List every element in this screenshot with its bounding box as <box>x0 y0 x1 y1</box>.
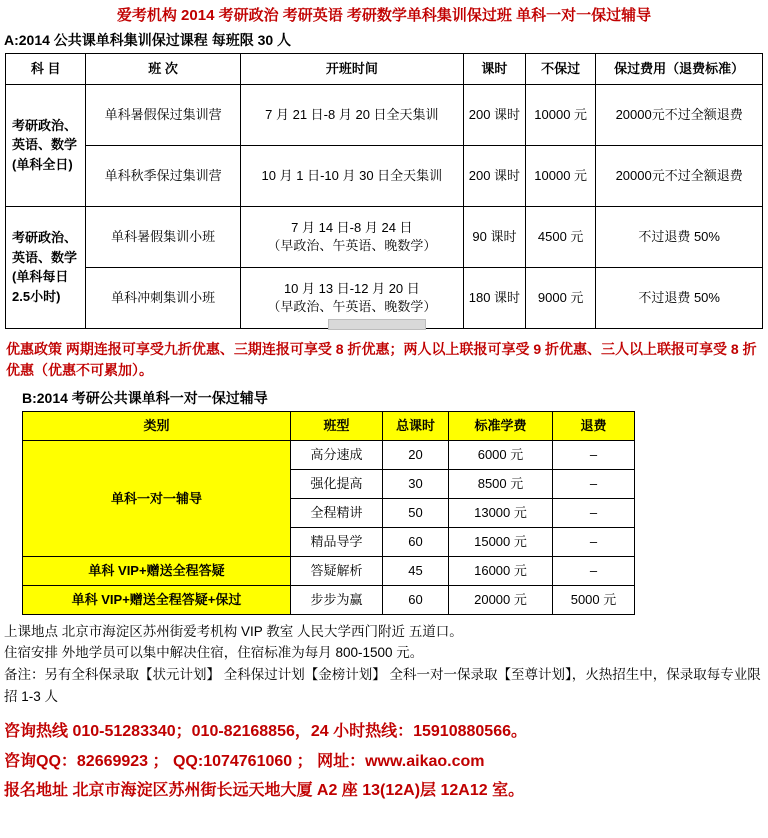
table-a-col-class: 班 次 <box>86 53 241 84</box>
table-a-fee-2: 20000元不过全额退费 <box>596 145 763 206</box>
table-a-col-hours: 课时 <box>463 53 525 84</box>
table-b-hours-1: 20 <box>383 440 449 469</box>
notes-block <box>0 615 768 709</box>
page-title: 爱考机构 2014 考研政治 考研英语 考研数学单科集训保过班 单科一对一保过辅导 <box>116 7 652 24</box>
table-b-hours-6: 60 <box>383 585 449 614</box>
note-accommodation: 住宿安排 外地学员可以集中解决住宿，住宿标准为每月 800-1500 元。 <box>4 645 424 661</box>
table-b-category-1: 单科一对一辅导 <box>23 440 291 556</box>
table-a-col-fee: 保过费用（退费标准） <box>596 53 763 84</box>
table-b-category-2: 单科 VIP+赠送全程答疑 <box>23 556 291 585</box>
table-a-hours-1: 200 课时 <box>463 84 525 145</box>
contact-hotline: 咨询热线 010-51283340；010-82168856，24 小时热线：15910880566。 <box>4 723 527 741</box>
table-a-time-3: 7 月 14 日-8 月 24 日 （早政治、午英语、晚数学） <box>240 206 463 267</box>
table-row <box>6 206 763 267</box>
table-b-col-hours: 总课时 <box>383 411 449 440</box>
table-a-class-4: 单科冲刺集训小班 <box>86 267 241 328</box>
section-a-label: A:2014 公共课单科集训保过课程 每班限 30 人 <box>4 31 292 48</box>
table-a-header-row <box>6 53 763 84</box>
table-b-refund-3: – <box>553 498 635 527</box>
table-b-hours-5: 45 <box>383 556 449 585</box>
table-b-fee-2: 8500 元 <box>449 469 553 498</box>
table-a-class-2: 单科秋季保过集训营 <box>86 145 241 206</box>
table-a-fee-4: 不过退费 50% <box>596 267 763 328</box>
table-b-fee-6: 20000 元 <box>449 585 553 614</box>
table-b-type-3: 全程精讲 <box>291 498 383 527</box>
table-b-col-fee: 标准学费 <box>449 411 553 440</box>
note-remark: 备注：另有全科保录取【状元计划】 全科保过计划【金榜计划】 全科一对一保录取【至尊计划】，火热招生中，保录取每专业限招 1-3 人 <box>4 667 761 704</box>
table-a-category-1: 考研政治、英语、数学 (单科全日) <box>6 84 86 206</box>
table-b-refund-5: – <box>553 556 635 585</box>
table-a-time-1: 7 月 21 日-8 月 20 日全天集训 <box>240 84 463 145</box>
table-b-refund-1: – <box>553 440 635 469</box>
table-a-time-4: 10 月 13 日-12 月 20 日 （早政治、午英语、晚数学） <box>240 267 463 328</box>
table-b-type-6: 步步为赢 <box>291 585 383 614</box>
table-a-hours-3: 90 课时 <box>463 206 525 267</box>
table-b-fee-5: 16000 元 <box>449 556 553 585</box>
table-b-header-row <box>23 411 635 440</box>
note-location: 上课地点 北京市海淀区苏州街爱考机构 VIP 教室 人民大学西门附近 五道口。 <box>4 623 463 639</box>
course-table-a <box>5 53 763 329</box>
table-a-nopass-2: 10000 元 <box>526 145 596 206</box>
table-a-nopass-1: 10000 元 <box>526 84 596 145</box>
table-b-fee-4: 15000 元 <box>449 527 553 556</box>
table-row <box>23 585 635 614</box>
table-a-col-time: 开班时间 <box>240 53 463 84</box>
table-a-hours-2: 200 课时 <box>463 145 525 206</box>
table-b-type-1: 高分速成 <box>291 440 383 469</box>
table-a-fee-1: 20000元不过全额退费 <box>596 84 763 145</box>
table-b-hours-4: 60 <box>383 527 449 556</box>
table-row <box>23 440 635 469</box>
table-a-fee-3: 不过退费 50% <box>596 206 763 267</box>
table-b-col-category: 类别 <box>23 411 291 440</box>
table-b-category-3: 单科 VIP+赠送全程答疑+保过 <box>23 585 291 614</box>
table-b-fee-3: 13000 元 <box>449 498 553 527</box>
table-b-refund-2: – <box>553 469 635 498</box>
page-separator-mark <box>328 319 426 330</box>
course-table-b <box>22 411 635 615</box>
table-row <box>6 84 763 145</box>
table-b-col-type: 班型 <box>291 411 383 440</box>
table-a-category-2: 考研政治、英语、数学(单科每日 2.5小时) <box>6 206 86 328</box>
table-a-class-3: 单科暑假集训小班 <box>86 206 241 267</box>
table-b-refund-6: 5000 元 <box>553 585 635 614</box>
contact-qq: 咨询QQ：82669923 ； QQ:1074761060 ； 网址：www.aikao.com <box>4 752 485 770</box>
section-b-label: B:2014 考研公共课单科一对一保过辅导 <box>22 389 268 406</box>
table-b-refund-4: – <box>553 527 635 556</box>
table-row <box>6 145 763 206</box>
table-b-col-refund: 退费 <box>553 411 635 440</box>
table-b-type-5: 答疑解析 <box>291 556 383 585</box>
table-a-col-nopass: 不保过 <box>526 53 596 84</box>
table-b-hours-2: 30 <box>383 469 449 498</box>
contact-address: 报名地址 北京市海淀区苏州街长远天地大厦 A2 座 13(12A)层 12A12 室。 <box>4 782 525 800</box>
table-b-hours-3: 50 <box>383 498 449 527</box>
contact-block <box>0 709 768 808</box>
table-b-type-4: 精品导学 <box>291 527 383 556</box>
table-a-nopass-3: 4500 元 <box>526 206 596 267</box>
table-a-class-1: 单科暑假保过集训营 <box>86 84 241 145</box>
table-a-nopass-4: 9000 元 <box>526 267 596 328</box>
table-row <box>23 556 635 585</box>
discount-policy-text: 优惠政策 两期连报可享受九折优惠、三期连报可享受 8 折优惠；两人以上联报可享受 9 折优惠、三人以上联报可享受 8 折优惠（优惠不可累加）。 <box>6 340 757 379</box>
table-a-time-2: 10 月 1 日-10 月 30 日全天集训 <box>240 145 463 206</box>
table-b-fee-1: 6000 元 <box>449 440 553 469</box>
table-b-type-2: 强化提高 <box>291 469 383 498</box>
table-a-col-subject: 科 目 <box>6 53 86 84</box>
table-a-hours-4: 180 课时 <box>463 267 525 328</box>
